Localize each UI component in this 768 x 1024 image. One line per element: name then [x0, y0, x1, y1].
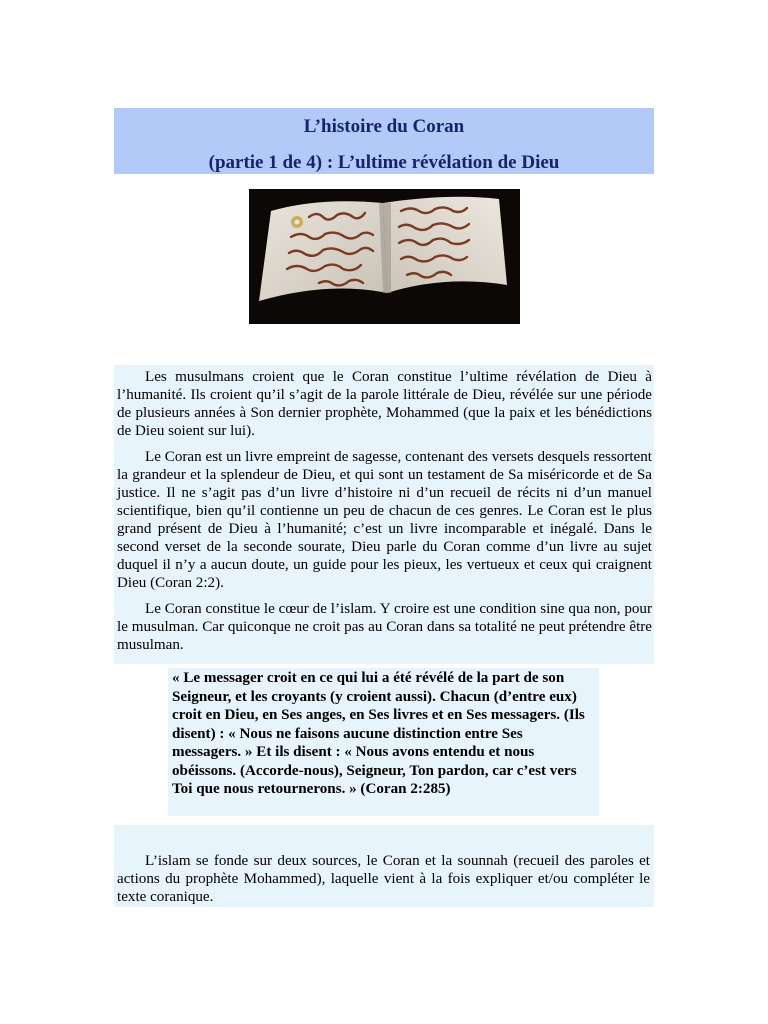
- paragraph-1: Les musulmans croient que le Coran constitue l’ultime révélation de Dieu à l’humanité. Ils croient qu’il s’agit de la parole littérale de Dieu, révélée sur une période de plusieurs années à Son dernier prophète, Mohammed (que la paix et les bénédictions de Dieu soient sur lui).: [117, 369, 652, 439]
- page-title: L’histoire du Coran: [303, 116, 465, 137]
- paragraph-2: Le Coran est un livre empreint de sagesse, contenant des versets desquels ressortent la grandeur et la splendeur de Dieu, et qui sont un testament de Sa miséricorde et de Sa justice. Il ne s’agit pas d’un livre d’histoire ni d’un recueil de récits ni d’un manuel scientifique, bien qu’il contienne un peu de chacun de ces genres. Le Coran est le plus grand présent de Dieu à l’humanité; c’est un livre incomparable et inégalé. Dans le second verset de la seconde sourate, Dieu parle du Coran comme d’un livre au sujet duquel il n’y a aucun doute, un guide pour les pieux, les vertueux et ceux qui craignent Dieu (Coran 2:2).: [117, 449, 652, 591]
- quote-text: « Le messager croit en ce qui lui a été révélé de la part de son Seigneur, et les croyants (y croient aussi). Chacun (d’entre eux) croit en Dieu, en Ses anges, en Ses livres et en Ses messagers. (Ils disent) : « Nous ne faisons aucune distinction entre Ses messagers. » Et ils disent : « Nous avons entendu et nous obéissons. (Accorde-nous), Seigneur, Ton pardon, car c’est vers Toi que nous retournerons. » (Coran 2:285): [172, 670, 585, 797]
- page-subtitle: (partie 1 de 4) : L’ultime révélation de Dieu: [208, 152, 560, 173]
- closing-text-block: [114, 825, 654, 907]
- paragraph-4: L’islam se fonde sur deux sources, le Coran et la sounnah (recueil des paroles et actions du prophète Mohammed), laquelle vient à la fois expliquer et/ou compléter le texte coranique.: [117, 853, 650, 905]
- paragraph-3: Le Coran constitue le cœur de l’islam. Y croire est une condition sine qua non, pour le musulman. Car quiconque ne croit pas au Coran dans sa totalité ne peut prétendre être musulman.: [117, 601, 652, 653]
- intro-text-block: [114, 365, 654, 664]
- title-banner: [114, 108, 654, 174]
- quran-manuscript-image: [249, 189, 520, 324]
- quran-quote-block: [168, 668, 599, 816]
